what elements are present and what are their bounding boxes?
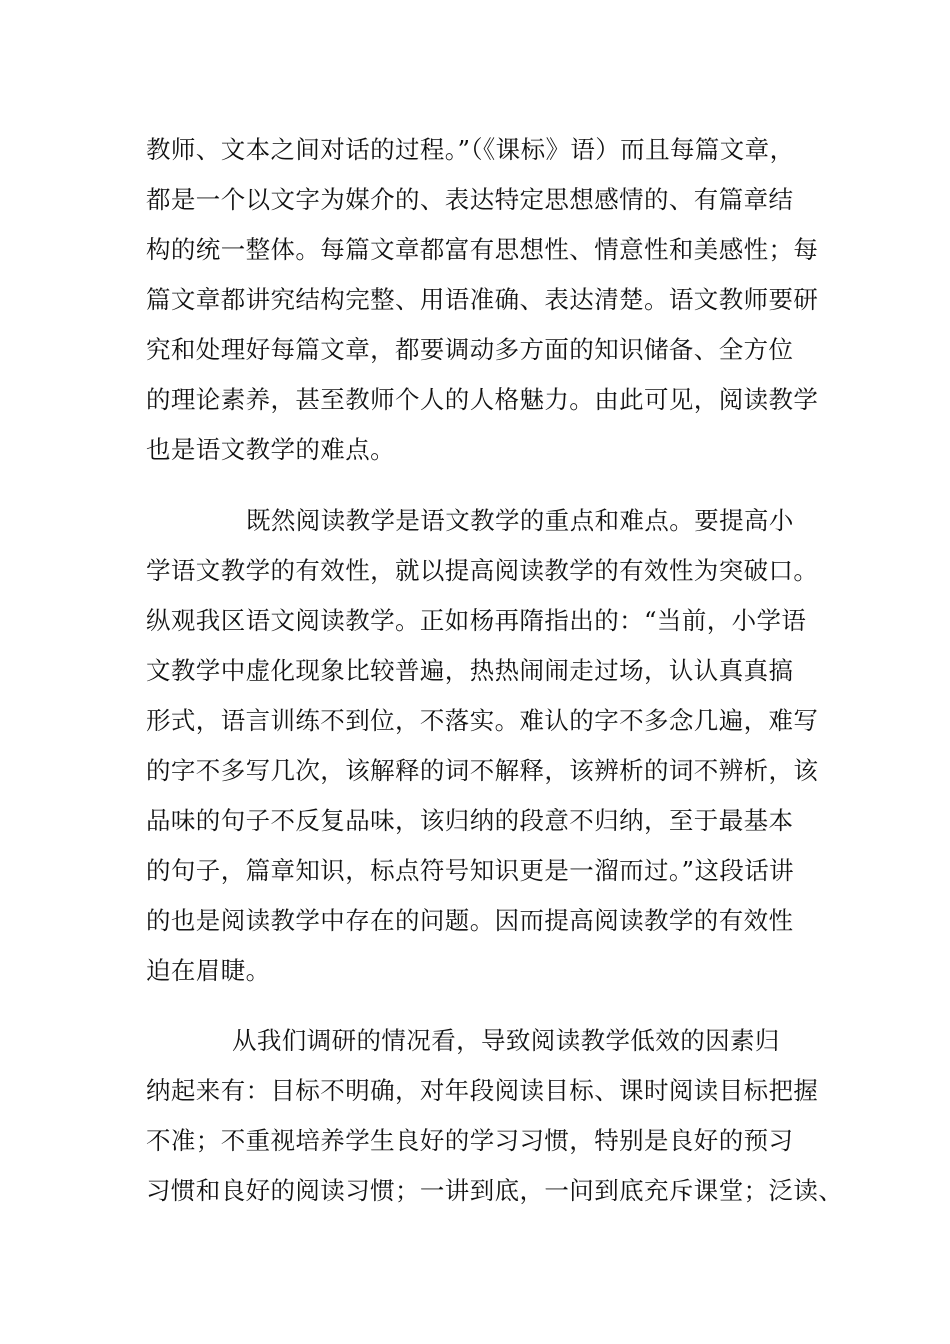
text-line: 也是语文教学的难点。: [146, 435, 395, 464]
text-line: 纳起来有：目标不明确，对年段阅读目标、课时阅读目标把握: [146, 1076, 819, 1105]
text-line: 不准；不重视培养学生良好的学习习惯，特别是良好的预习: [146, 1126, 794, 1155]
paragraph-3: [146, 1016, 844, 1216]
text-line: 品味的句子不反复品味，该归纳的段意不归纳，至于最基本: [146, 806, 794, 835]
text-line: 既然阅读教学是语文教学的重点和难点。要提高小: [246, 506, 794, 535]
text-line: 教师、文本之间对话的过程。”（《课标》语）而且每篇文章，: [146, 135, 795, 164]
text-line: 的字不多写几次，该解释的词不解释，该辨析的词不辨析，该: [146, 756, 819, 785]
paragraph-2: [146, 496, 826, 996]
text-line: 学语文教学的有效性，就以提高阅读教学的有效性为突破口。: [146, 556, 819, 585]
text-line: 从我们调研的情况看，导致阅读教学低效的因素归: [232, 1026, 780, 1055]
text-line: 习惯和良好的阅读习惯；一讲到底，一问到底充斥课堂；泛读、: [146, 1176, 844, 1205]
text-line: 篇文章都讲究结构完整、用语准确、表达清楚。语文教师要研: [146, 285, 819, 314]
paragraph-1: [146, 125, 826, 475]
text-line: 的也是阅读教学中存在的问题。因而提高阅读教学的有效性: [146, 906, 794, 935]
text-line: 的句子，篇章知识，标点符号知识更是一溜而过。”这段话讲: [146, 856, 795, 885]
text-line: 纵观我区语文阅读教学。正如杨再隋指出的：“当前，小学语: [146, 606, 807, 635]
text-line: 形式，语言训练不到位，不落实。难认的字不多念几遍，难写: [146, 706, 819, 735]
text-line: 究和处理好每篇文章，都要调动多方面的知识储备、全方位: [146, 335, 794, 364]
text-line: 构的统一整体。每篇文章都富有思想性、情意性和美感性；每: [146, 235, 819, 264]
text-line: 迫在眉睫。: [146, 956, 271, 985]
text-line: 都是一个以文字为媒介的、表达特定思想感情的、有篇章结: [146, 185, 794, 214]
text-line: 文教学中虚化现象比较普遍，热热闹闹走过场，认认真真搞: [146, 656, 794, 685]
text-line: 的理论素养，甚至教师个人的人格魅力。由此可见，阅读教学: [146, 385, 819, 414]
